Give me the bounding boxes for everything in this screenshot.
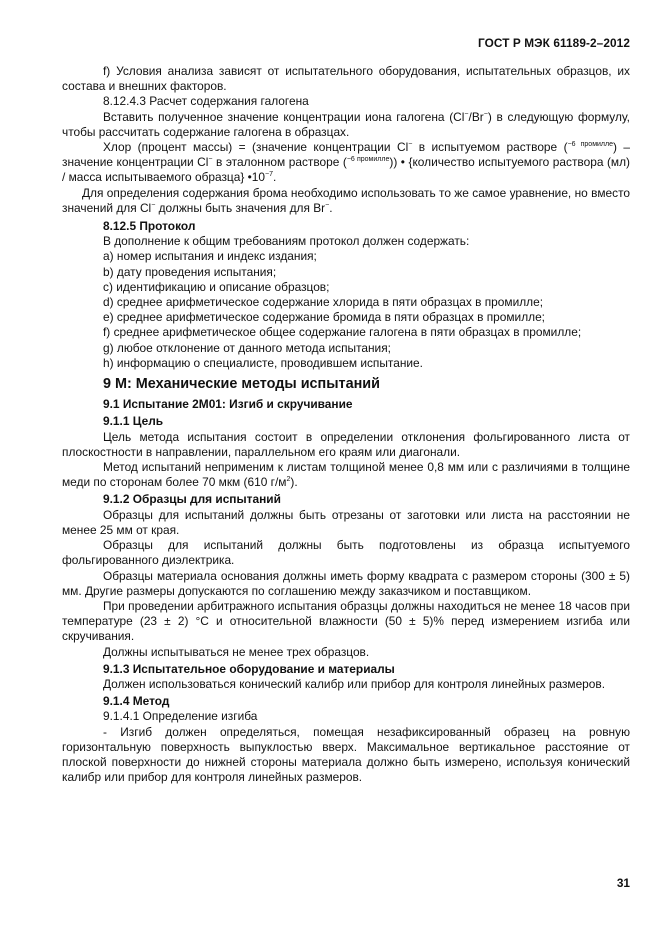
clause-9-1-2-title: 9.1.2 Образцы для испытаний	[103, 492, 281, 507]
paragraph-specimens-prepared: Образцы для испытаний должны быть подготовлены из образца испытуемого фольгированного диэлектрика.	[62, 538, 630, 568]
paragraph-bromine: Для определения содержания брома необходимо использовать то же самое уравнение, но вместо значений для Cl− должны быть значения для Br−.	[62, 185, 630, 215]
paragraph-analysis-conditions: f) Условия анализа зависят от испытательного оборудования, испытательных образцов, их состава и внешних факторов.	[62, 64, 630, 94]
page-number: 31	[616, 876, 630, 890]
paragraph-specimens-square: Образцы материала основания должны иметь форму квадрата с размером стороны (300 ± 5) мм. Другие размеры допускаются по соглашению между заказчиком и поставщиком.	[62, 568, 630, 598]
paragraph-bow-determination: - Изгиб должен определяться, помещая незафиксированный образец на ровную горизонтальную поверхность выпуклостью вверх. Максимальное вертикальное расстояние от плоской поверхности до нижней стороны материала должно быть измерено, используя конический калибр или прибор для контроля линейных размеров.	[62, 724, 630, 785]
clause-9-1-4-title: 9.1.4 Метод	[103, 694, 170, 709]
clause-9-1-4-1-title: 9.1.4.1 Определение изгиба	[103, 709, 258, 724]
clause-8-12-4-3-title: 8.12.4.3 Расчет содержания галогена	[103, 94, 309, 109]
paragraph-specimens-conditioning: При проведении арбитражного испытания образцы должны находиться не менее 18 часов при температуре (23 ± 2) °С и относительной влажности (50 ± 5)% перед измерением изгиба или скручивания.	[62, 598, 630, 644]
section-9-title: 9 М: Механические методы испытаний	[103, 376, 380, 393]
protocol-item-e: e) среднее арифметическое содержание бромида в пяти образцах в промилле;	[103, 310, 545, 325]
paragraph-purpose: Цель метода испытания состоит в определении отклонения фольгированного листа от плоскостности в направлении, параллельном его краям или диагонали.	[62, 429, 630, 459]
clause-9-1-1-title: 9.1.1 Цель	[103, 414, 164, 429]
protocol-intro: В дополнение к общим требованиям протокол должен содержать:	[103, 234, 470, 249]
document-header: ГОСТ Р МЭК 61189-2–2012	[477, 36, 630, 50]
protocol-item-a: a) номер испытания и индекс издания;	[103, 249, 317, 264]
paragraph-not-applicable: Метод испытаний неприменим к листам толщиной менее 0,8 мм или с различиями в толщине меди по сторонам более 70 мкм (610 $г/м^2$).	[62, 460, 630, 490]
formula-chlorine: Хлор (процент массы) = (значение концентрации Cl− в испытуемом растворе ($^{-6 промилле}$) – значение концентрации Cl− в эталонном растворе ($^{-6 промилле}$)) • {количество испытуемого раствора (мл) / масса испытываемого образца} $•10^{-7}$.	[62, 140, 630, 185]
paragraph-specimens-cut: Образцы для испытаний должны быть отрезаны от заготовки или листа на расстоянии не менее 25 мм от края.	[62, 507, 630, 537]
protocol-item-h: h) информацию о специалисте, проводившем испытание.	[103, 355, 423, 370]
clause-8-12-5-title: 8.12.5 Протокол	[103, 219, 196, 234]
protocol-item-f: f) среднее арифметическое общее содержание галогена в пяти образцах в промилле;	[103, 325, 582, 340]
protocol-item-d: d) среднее арифметическое содержание хлорида в пяти образцах в промилле;	[103, 295, 544, 310]
protocol-item-b: b) дату проведения испытания;	[103, 264, 277, 279]
paragraph-specimens-count: Должны испытываться не менее трех образцов.	[103, 644, 370, 659]
clause-9-1-title: 9.1 Испытание 2М01: Изгиб и скручивание	[103, 397, 353, 412]
protocol-item-c: c) идентификацию и описание образцов;	[103, 279, 330, 294]
protocol-item-g: g) любое отклонение от данного метода испытания;	[103, 340, 391, 355]
paragraph-insert-value: Вставить полученное значение концентрации иона галогена (Cl−/Br−) в следующую формулу, чтобы рассчитать содержание галогена в образцах.	[62, 109, 630, 139]
clause-9-1-3-title: 9.1.3 Испытательное оборудование и материалы	[103, 661, 395, 676]
page-body	[62, 64, 630, 785]
paragraph-equipment: Должен использоваться конический калибр или прибор для контроля линейных размеров.	[103, 676, 606, 691]
